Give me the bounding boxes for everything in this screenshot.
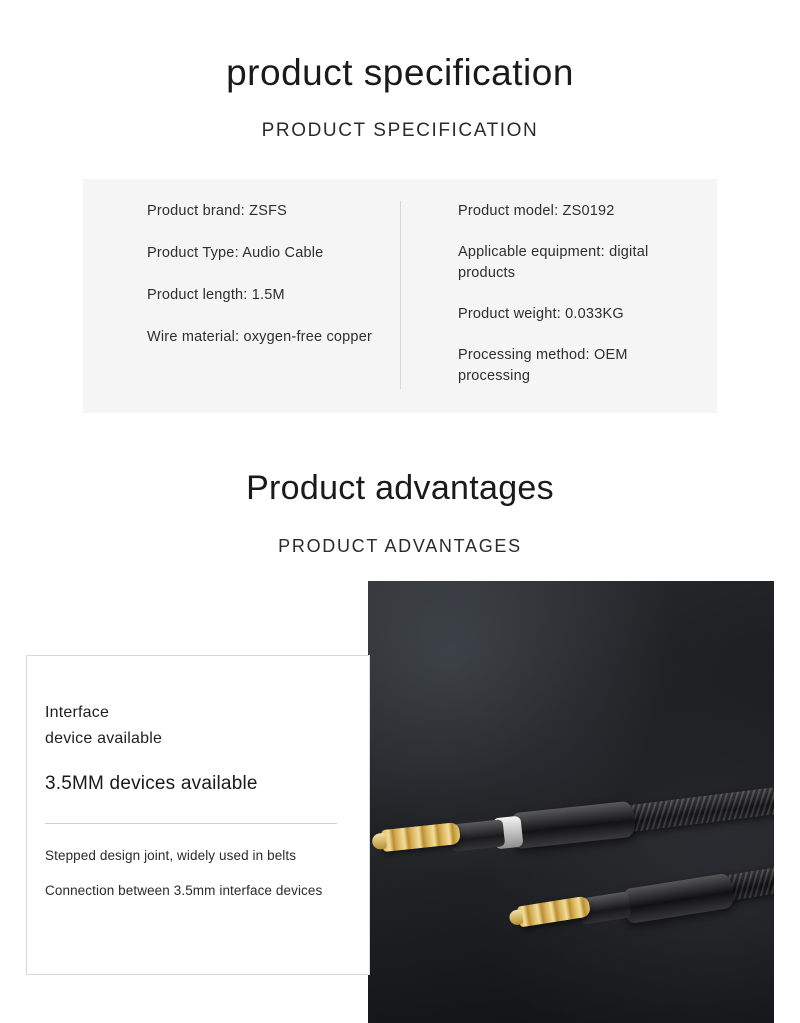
column-divider: [400, 201, 401, 389]
spec-item: Applicable equipment: digital products: [458, 243, 649, 281]
cable-sleeve: [620, 873, 736, 925]
braided-cable-icon: [611, 783, 774, 834]
spec-item: Product brand: ZSFS: [147, 202, 287, 219]
cable-upper-assembly: [376, 777, 774, 867]
cable-lower-assembly: [518, 859, 774, 969]
product-specification-section: [0, 0, 800, 413]
info-detail-2: Connection between 3.5mm interface devices: [45, 883, 323, 899]
specification-column-left: [83, 201, 400, 387]
spec-item: Product weight: 0.033KG: [458, 306, 624, 322]
info-divider: [45, 823, 337, 824]
specification-table: [83, 179, 717, 413]
page-subtitle: PRODUCT SPECIFICATION: [261, 119, 539, 141]
page-title: product specification: [226, 51, 574, 93]
specification-column-right: [400, 201, 717, 387]
cable-sleeve: [508, 801, 636, 850]
spec-item: Product model: ZS0192: [458, 202, 615, 219]
advantages-subtitle: PRODUCT ADVANTAGES: [278, 536, 522, 557]
product-advantages-section: [0, 469, 800, 1023]
advantages-stage: [0, 581, 800, 1023]
spec-item: Processing method: OEM processing: [458, 347, 628, 385]
advantages-info-panel: [26, 655, 370, 975]
info-head-line-1: Interface: [45, 704, 110, 722]
audio-plug-icon: [517, 896, 591, 928]
info-head-line-2: device available: [45, 729, 163, 747]
audio-plug-icon: [381, 822, 461, 852]
product-photo: [368, 581, 774, 1023]
spec-item: Product Type: Audio Cable: [147, 244, 324, 261]
info-detail-1: Stepped design joint, widely used in belts: [45, 848, 297, 864]
spec-item: Wire material: oxygen-free copper: [147, 329, 372, 345]
advantages-title: Product advantages: [246, 469, 554, 508]
spec-item: Product length: 1.5M: [147, 286, 285, 303]
info-highlight: 3.5MM devices available: [45, 773, 258, 795]
